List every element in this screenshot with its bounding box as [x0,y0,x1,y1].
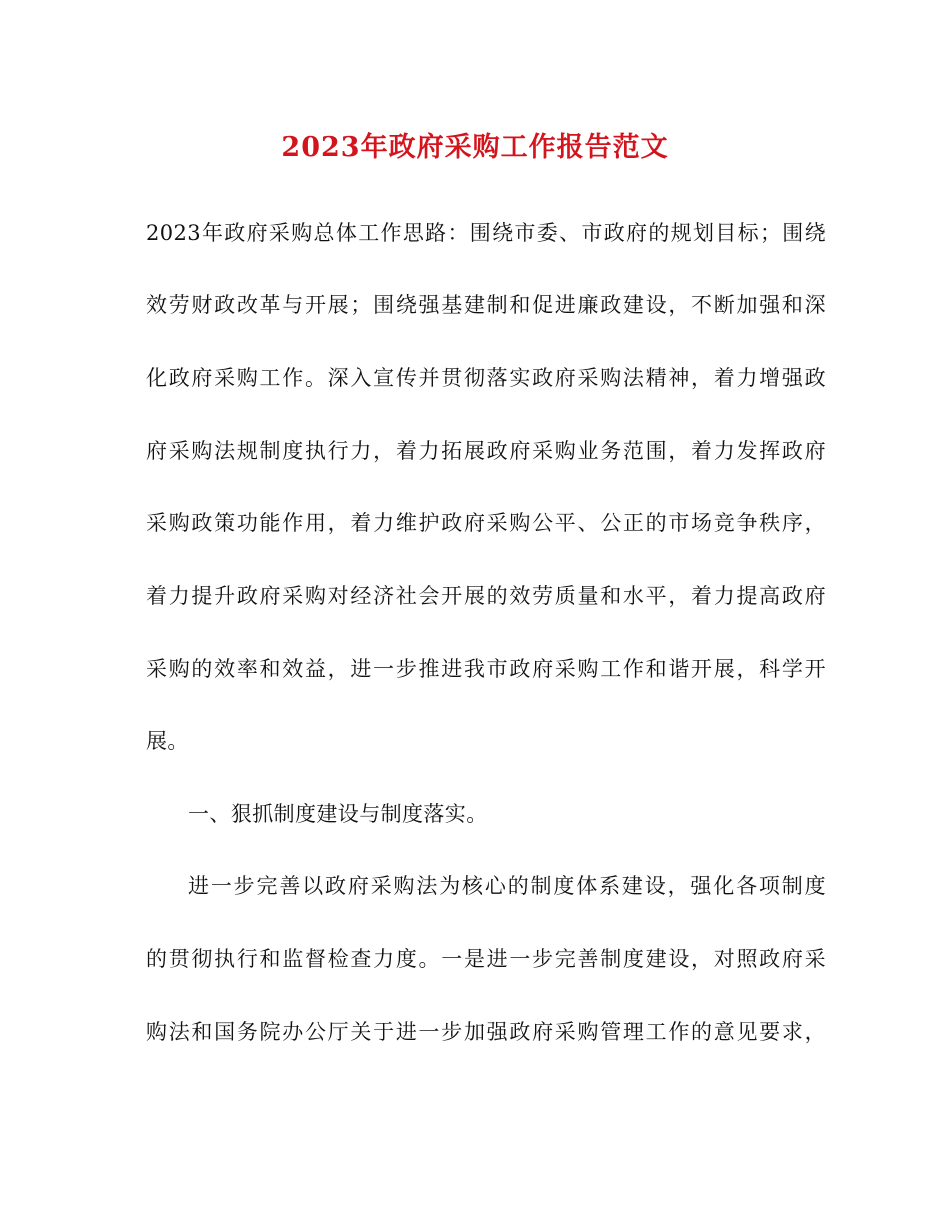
paragraph-line: 进一步完善以政府采购法为核心的制度体系建设，强化各项制度 [188,874,826,898]
paragraph-line: 府采购法规制度执行力，着力拓展政府采购业务范围，着力发挥政府 [146,439,826,463]
paragraph-line: 采购的效率和效益，进一步推进我市政府采购工作和谐开展，科学开 [146,657,826,681]
paragraph-line: 2023年政府采购总体工作思路：围绕市委、市政府的规划目标；围绕 [146,221,826,245]
paragraph-line: 采购政策功能作用，着力维护政府采购公平、公正的市场竞争秩序， [146,511,826,535]
paragraph-line: 效劳财政改革与开展；围绕强基建制和促进廉政建设，不断加强和深 [146,293,826,317]
page-title: 2023年政府采购工作报告范文 [281,132,669,163]
paragraph-line: 购法和国务院办公厅关于进一步加强政府采购管理工作的意见要求， [146,1020,826,1044]
paragraph-line: 展。 [146,729,189,753]
paragraph-line: 着力提升政府采购对经济社会开展的效劳质量和水平，着力提高政府 [146,584,826,608]
paragraph-line: 化政府采购工作。深入宣传并贯彻落实政府采购法精神，着力增强政 [146,366,826,390]
section-heading: 一、狠抓制度建设与制度落实。 [188,802,488,826]
paragraph-line: 的贯彻执行和监督检查力度。一是进一步完善制度建设，对照政府采 [146,947,826,971]
